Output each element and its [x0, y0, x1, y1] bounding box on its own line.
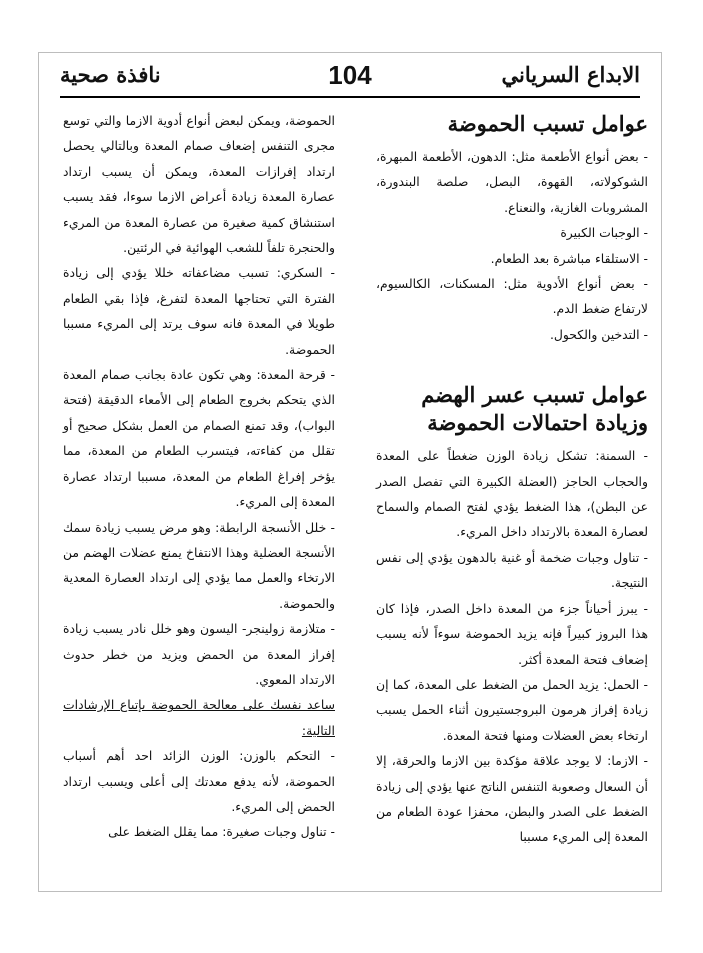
paragraph: - التدخين والكحول. — [549, 326, 648, 342]
paragraph: - الحمل: يزيد الحمل من الضغط على المعدة، كما إن زيادة إفراز هرمون البروجستيرون أثناء الحمل يسبب ارتخاء بعض العضلات ومنها فتحة المعدة. — [376, 676, 648, 743]
paragraph: - بعض أنواع الأطعمة مثل: الدهون، الأطعمة المبهرة، الشوكولاته، القهوة، البصل، صلصة البندورة، المشروبات الغازية، والنعناع. — [376, 149, 648, 215]
paragraph: - قرحة المعدة: وهي تكون عادة بجانب صمام المعدة الذي يتحكم بخروج الطعام إلى الأمعاء الدقيقة (فتحة البواب)، وقد تمنع الصمام من العمل بشكل صحيح أو تقلل من كفاءته، فيتسرب الطعام من المعدة، مما يؤخر إفراغ الطعام من المعدة، مسببا ارتداد عصارة المعدة إلى المريء. — [63, 367, 335, 510]
left-column — [63, 108, 335, 883]
paragraph: - بعض أنواع الأدوية مثل: المسكنات، الكالسيوم، لارتفاع ضغط الدم. — [376, 276, 648, 317]
heading-acidity-causes: عوامل تسبب الحموضة — [447, 111, 648, 136]
heading-line-2: وزيادة احتمالات الحموضة — [427, 410, 648, 436]
paragraph: - الوجبات الكبيرة — [560, 225, 648, 241]
page-number: 104 — [328, 60, 372, 90]
section-title: نافذة صحية — [60, 62, 161, 87]
paragraph: - التحكم بالوزن: الوزن الزائد احد أهم أسباب الحموضة، لأنه يدفع معدتك إلى أعلى ويسبب ارتداد الحمض إلى المريء. — [63, 748, 335, 814]
paragraph: - تناول وجبات ضخمة أو غنية بالدهون يؤدي إلى نفس النتيجة. — [376, 549, 648, 591]
paragraph: - السمنة: تشكل زيادة الوزن ضغطاً على المعدة والحجاب الحاجز (العضلة الكبيرة التي تفصل الصدر عن البطن)، هذا الضغط يؤدي لفتح الصمام والسماح لعصارة المعدة بالارتداد داخل المريء. — [376, 448, 648, 540]
paragraph: - تناول وجبات صغيرة: مما يقلل الضغط على — [108, 824, 335, 840]
paragraph: - السكري: تسبب مضاعفاته خللا يؤدي إلى زيادة الفترة التي تحتاجها المعدة لتفرغ، فإذا بقي الطعام طويلا في المعدة فانه سوف يرتد إلى المريء مسببا الحموضة. — [63, 265, 335, 357]
paragraph: - الازما: لا يوجد علاقة مؤكدة بين الازما والحرقة، إلا أن السعال وصعوبة التنفس الناتج عنها يؤدي إلى زيادة الضغط على الصدر والبطن، محفزا عودة الطعام من المعدة إلى المريء مسببا — [376, 753, 648, 845]
magazine-title: الابداع السرياني — [501, 62, 640, 87]
heading-indigestion-causes — [376, 381, 648, 437]
page-header — [60, 60, 640, 100]
paragraph: - الاستلقاء مباشرة بعد الطعام. — [490, 250, 648, 266]
guidance-heading: ساعد نفسك على معالجة الحموضة بإتباع الإرشادات التالية: — [63, 697, 335, 738]
header-rule — [60, 96, 640, 98]
paragraph: - خلل الأنسجة الرابطة: وهو مرض يسبب زيادة سمك الأنسجة العضلية وهذا الانتفاخ يمنع عضلات الهضم من الارتخاء والعمل مما يؤدي إلى ارتداد العصارة المعدية والحموضة. — [63, 519, 335, 611]
right-column — [376, 108, 648, 883]
paragraph: - متلازمة زولينجر- اليسون وهو خلل نادر يسبب زيادة إفراز المعدة من الحمض ويزيد من خطر حدوث الارتداد المعوي. — [63, 621, 335, 687]
paragraph: الحموضة، ويمكن لبعض أنواع أدوية الازما والتي توسع مجرى التنفس إضعاف صمام المعدة وبالتالي يحصل ارتداد إفرازات المعدة، ويمكن أن يسبب ارتداد عصارة المعدة زيادة أعراض الازما سوءا، فقد يسبب استنشاق كمية صغيرة من عصارة المعدة من المريء والحنجرة تلفاً للشعب الهوائية في الرئتين. — [63, 113, 335, 256]
heading-line-1: عوامل تسبب عسر الهضم — [421, 382, 648, 408]
paragraph: - يبرز أحياناً جزء من المعدة داخل الصدر، فإذا كان هذا البروز كبيراً فإنه يزيد الحموضة سوءاً لأنه يسبب إضعاف فتحة المعدة أكثر. — [376, 600, 648, 667]
